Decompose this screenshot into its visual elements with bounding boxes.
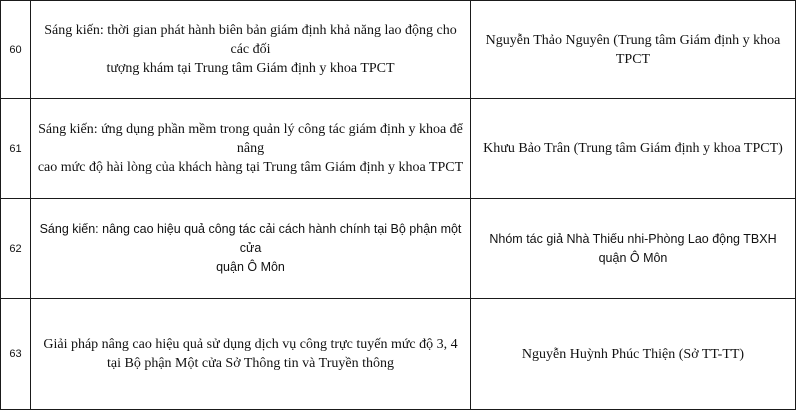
row-number: 61 xyxy=(1,99,31,199)
author-cell: Khưu Bảo Trân (Trung tâm Giám định y khoa TPCT) xyxy=(471,99,796,199)
author-line: quận Ô Môn xyxy=(598,250,668,265)
initiative-title-line: cao mức độ hài lòng của khách hàng tại Trung tâm Giám định y khoa TPCT xyxy=(37,160,464,175)
initiative-title-cell xyxy=(31,99,471,199)
row-number: 62 xyxy=(1,199,31,299)
author-line: Nhóm tác giả Nhà Thiếu nhi-Phòng Lao động TBXH xyxy=(489,231,777,246)
author-cell xyxy=(471,199,796,299)
table-row xyxy=(1,299,796,410)
initiative-title-line: quận Ô Môn xyxy=(216,260,285,274)
initiative-title-line: tượng khám tại Trung tâm Giám định y khoa TPCT xyxy=(106,61,395,76)
initiative-title-cell xyxy=(31,199,471,299)
initiative-title-line: Sáng kiến: ứng dụng phần mềm trong quản lý công tác giám định y khoa để nâng xyxy=(38,122,463,156)
initiative-title-cell xyxy=(31,1,471,99)
table-row xyxy=(1,1,796,99)
initiative-title-line: tại Bộ phận Một cửa Sở Thông tin và Truyền thông xyxy=(107,356,394,371)
table-row xyxy=(1,99,796,199)
author-cell: Nguyễn Huỳnh Phúc Thiện (Sở TT-TT) xyxy=(471,299,796,410)
table-row xyxy=(1,199,796,299)
row-number: 63 xyxy=(1,299,31,410)
author-cell: Nguyễn Thảo Nguyên (Trung tâm Giám định y khoa TPCT xyxy=(471,1,796,99)
initiative-title-line: Giải pháp nâng cao hiệu quả sử dụng dịch vụ công trực tuyến mức độ 3, 4 xyxy=(43,337,458,352)
initiative-title-line: Sáng kiến: nâng cao hiệu quả công tác cải cách hành chính tại Bộ phận một cửa xyxy=(39,222,462,255)
initiative-title-line: Sáng kiến: thời gian phát hành biên bản giám định khả năng lao động cho các đối xyxy=(44,23,457,57)
row-number: 60 xyxy=(1,1,31,99)
initiative-title-cell xyxy=(31,299,471,410)
